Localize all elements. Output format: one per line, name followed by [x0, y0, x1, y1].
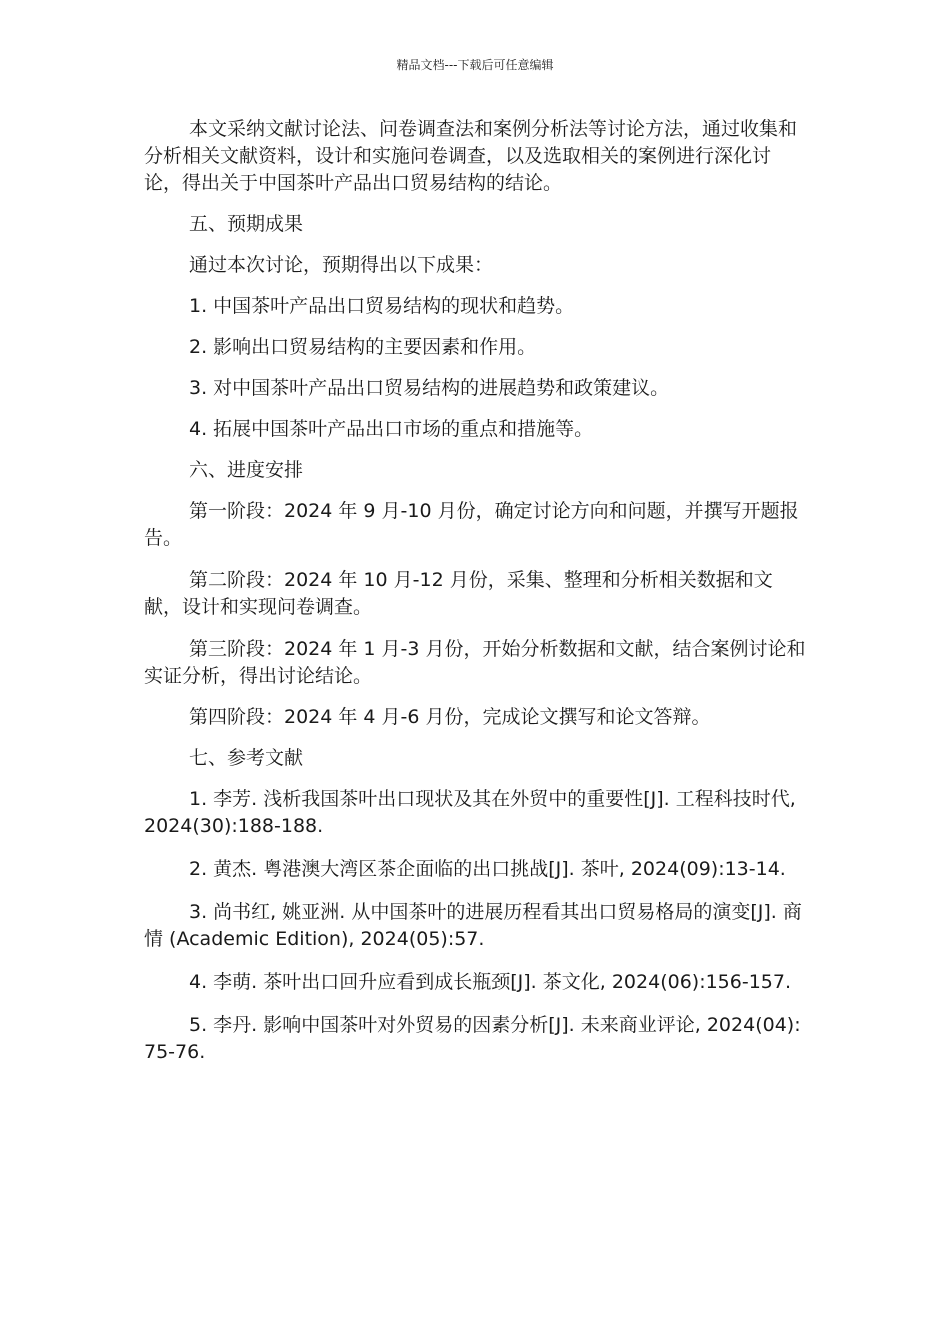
section-heading-schedule: 六、进度安排: [189, 459, 304, 481]
schedule-stage: 第一阶段：2024 年 9 月-10 月份，确定讨论方向和问题，并撰写开题报告。: [144, 500, 799, 549]
reference-item: 4. 李萌. 茶叶出口回升应看到成长瓶颈[J]. 茶文化, 2024(06):156-157.: [189, 971, 792, 993]
reference-item: 5. 李丹. 影响中国茶叶对外贸易的因素分析[J]. 未来商业评论, 2024(04):75-76.: [144, 1014, 801, 1063]
schedule-stage: 第四阶段：2024 年 4 月-6 月份，完成论文撰写和论文答辩。: [189, 706, 711, 728]
methods-paragraph: 本文采纳文献讨论法、问卷调查法和案例分析法等讨论方法，通过收集和分析相关文献资料，设计和实施问卷调查，以及选取相关的案例进行深化讨论，得出关于中国茶叶产品出口贸易结构的结论。: [144, 118, 798, 194]
section-heading-expected-results: 五、预期成果: [189, 213, 304, 235]
schedule-stage: 第三阶段：2024 年 1 月-3 月份，开始分析数据和文献，结合案例讨论和实证分析，得出讨论结论。: [144, 638, 806, 687]
expected-result-item: 1. 中国茶叶产品出口贸易结构的现状和趋势。: [189, 295, 575, 317]
expected-result-item: 2. 影响出口贸易结构的主要因素和作用。: [189, 336, 537, 358]
expected-result-item: 3. 对中国茶叶产品出口贸易结构的进展趋势和政策建议。: [189, 377, 670, 399]
document-body: [144, 116, 806, 1066]
section-heading-references: 七、参考文献: [189, 747, 304, 769]
reference-item: 2. 黄杰. 粤港澳大湾区茶企面临的出口挑战[J]. 茶叶, 2024(09):13-14.: [189, 858, 786, 880]
reference-item: 3. 尚书红, 姚亚洲. 从中国茶叶的进展历程看其出口贸易格局的演变[J]. 商情 (Academic Edition), 2024(05):57.: [144, 901, 802, 950]
expected-result-item: 4. 拓展中国茶叶产品出口市场的重点和措施等。: [189, 418, 594, 440]
page-header: 精品文档---下载后可任意编辑: [396, 58, 554, 72]
reference-item: 1. 李芳. 浅析我国茶叶出口现状及其在外贸中的重要性[J]. 工程科技时代, 2024(30):188-188.: [144, 788, 796, 837]
schedule-stage: 第二阶段：2024 年 10 月-12 月份，采集、整理和分析相关数据和文献，设计和实现问卷调查。: [144, 569, 773, 618]
expected-results-intro: 通过本次讨论，预期得出以下成果：: [189, 254, 494, 276]
